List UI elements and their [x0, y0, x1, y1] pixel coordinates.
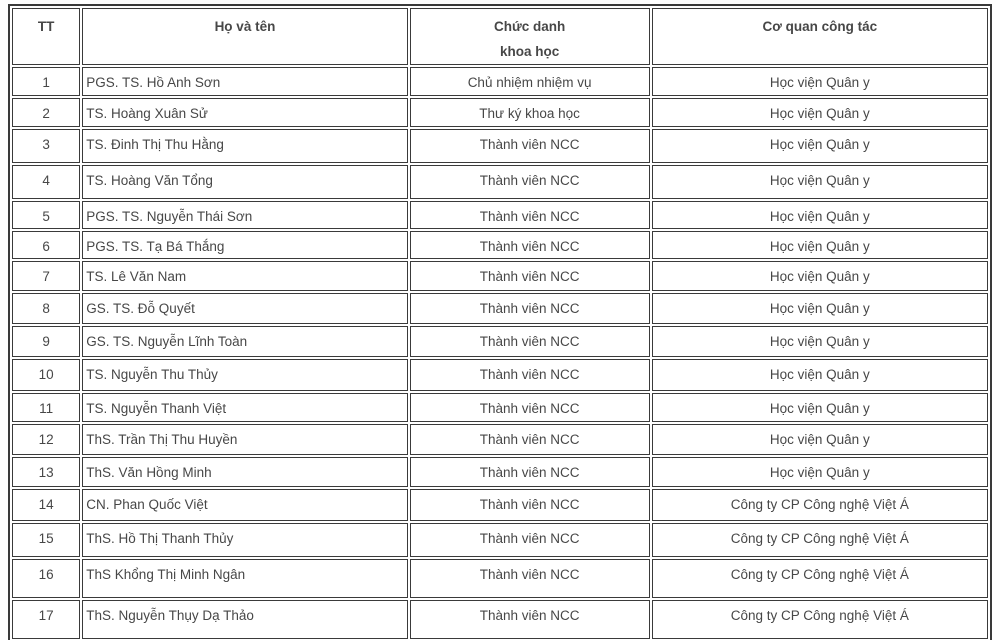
cell-title: Thành viên NCC: [410, 600, 650, 639]
cell-title: Chủ nhiệm nhiệm vụ: [410, 67, 650, 96]
cell-name: TS. Nguyễn Thu Thủy: [82, 359, 407, 391]
cell-name: ThS. Hồ Thị Thanh Thủy: [82, 523, 407, 557]
table-row: [12, 293, 988, 324]
cell-org: Học viện Quân y: [652, 457, 988, 487]
cell-org: Học viện Quân y: [652, 98, 988, 127]
cell-org: Công ty CP Công nghệ Việt Á: [652, 600, 988, 639]
cell-name: PGS. TS. Nguyễn Thái Sơn: [82, 201, 407, 229]
cell-title: Thành viên NCC: [410, 231, 650, 259]
table-row: [12, 98, 988, 127]
cell-name: PGS. TS. Tạ Bá Thắng: [82, 231, 407, 259]
table-row: [12, 523, 988, 557]
cell-name: ThS Khổng Thị Minh Ngân: [82, 559, 407, 598]
cell-title: Thành viên NCC: [410, 165, 650, 199]
cell-name: CN. Phan Quốc Việt: [82, 489, 407, 521]
cell-tt: 10: [12, 359, 80, 391]
table-row: [12, 600, 988, 639]
cell-tt: 6: [12, 231, 80, 259]
cell-tt: 16: [12, 559, 80, 598]
cell-name: ThS. Văn Hồng Minh: [82, 457, 407, 487]
cell-title: Thành viên NCC: [410, 261, 650, 291]
cell-org: Học viện Quân y: [652, 424, 988, 455]
cell-org: Học viện Quân y: [652, 165, 988, 199]
col-header-title: [410, 8, 650, 65]
cell-org: Học viện Quân y: [652, 359, 988, 391]
cell-org: Học viện Quân y: [652, 293, 988, 324]
cell-name: TS. Hoàng Văn Tổng: [82, 165, 407, 199]
cell-title: Thành viên NCC: [410, 523, 650, 557]
cell-name: TS. Lê Văn Nam: [82, 261, 407, 291]
cell-title: Thành viên NCC: [410, 489, 650, 521]
cell-tt: 2: [12, 98, 80, 127]
table-row: [12, 359, 988, 391]
cell-tt: 7: [12, 261, 80, 291]
cell-title: Thành viên NCC: [410, 457, 650, 487]
cell-name: PGS. TS. Hồ Anh Sơn: [82, 67, 407, 96]
members-table: [8, 4, 992, 640]
col-header-name: Họ và tên: [82, 8, 407, 65]
cell-name: TS. Đinh Thị Thu Hằng: [82, 129, 407, 163]
cell-title: Thành viên NCC: [410, 201, 650, 229]
cell-org: Học viện Quân y: [652, 129, 988, 163]
cell-tt: 12: [12, 424, 80, 455]
cell-tt: 13: [12, 457, 80, 487]
cell-tt: 9: [12, 326, 80, 357]
table-row: [12, 261, 988, 291]
col-header-title-line2: khoa học: [499, 44, 560, 59]
cell-name: GS. TS. Nguyễn Lĩnh Toàn: [82, 326, 407, 357]
cell-org: Công ty CP Công nghệ Việt Á: [652, 523, 988, 557]
cell-name: TS. Hoàng Xuân Sử: [82, 98, 407, 127]
cell-org: Học viện Quân y: [652, 326, 988, 357]
header-row: [12, 8, 988, 65]
table-row: [12, 424, 988, 455]
cell-org: Học viện Quân y: [652, 67, 988, 96]
cell-tt: 3: [12, 129, 80, 163]
cell-tt: 4: [12, 165, 80, 199]
table-row: [12, 67, 988, 96]
cell-title: Thành viên NCC: [410, 129, 650, 163]
cell-name: TS. Nguyễn Thanh Việt: [82, 393, 407, 422]
cell-title: Thành viên NCC: [410, 359, 650, 391]
cell-org: Học viện Quân y: [652, 201, 988, 229]
cell-title: Thành viên NCC: [410, 393, 650, 422]
cell-org: Công ty CP Công nghệ Việt Á: [652, 559, 988, 598]
cell-title: Thành viên NCC: [410, 424, 650, 455]
table-row: [12, 393, 988, 422]
cell-title: Thư ký khoa học: [410, 98, 650, 127]
table-row: [12, 129, 988, 163]
col-header-title-line1: Chức danh: [493, 19, 566, 34]
cell-tt: 8: [12, 293, 80, 324]
cell-tt: 1: [12, 67, 80, 96]
cell-title: Thành viên NCC: [410, 559, 650, 598]
table-row: [12, 201, 988, 229]
table-row: [12, 559, 988, 598]
table-row: [12, 231, 988, 259]
cell-tt: 17: [12, 600, 80, 639]
table-row: [12, 457, 988, 487]
cell-org: Học viện Quân y: [652, 261, 988, 291]
cell-title: Thành viên NCC: [410, 326, 650, 357]
cell-org: Công ty CP Công nghệ Việt Á: [652, 489, 988, 521]
col-header-tt: TT: [12, 8, 80, 65]
col-header-org: Cơ quan công tác: [652, 8, 988, 65]
cell-tt: 14: [12, 489, 80, 521]
cell-org: Học viện Quân y: [652, 393, 988, 422]
table-row: [12, 489, 988, 521]
cell-tt: 5: [12, 201, 80, 229]
table-row: [12, 326, 988, 357]
cell-name: ThS. Trần Thị Thu Huyền: [82, 424, 407, 455]
cell-org: Học viện Quân y: [652, 231, 988, 259]
cell-tt: 11: [12, 393, 80, 422]
cell-title: Thành viên NCC: [410, 293, 650, 324]
cell-tt: 15: [12, 523, 80, 557]
table-row: [12, 165, 988, 199]
cell-name: GS. TS. Đỗ Quyết: [82, 293, 407, 324]
table-body: [12, 67, 988, 639]
cell-name: ThS. Nguyễn Thụy Dạ Thảo: [82, 600, 407, 639]
